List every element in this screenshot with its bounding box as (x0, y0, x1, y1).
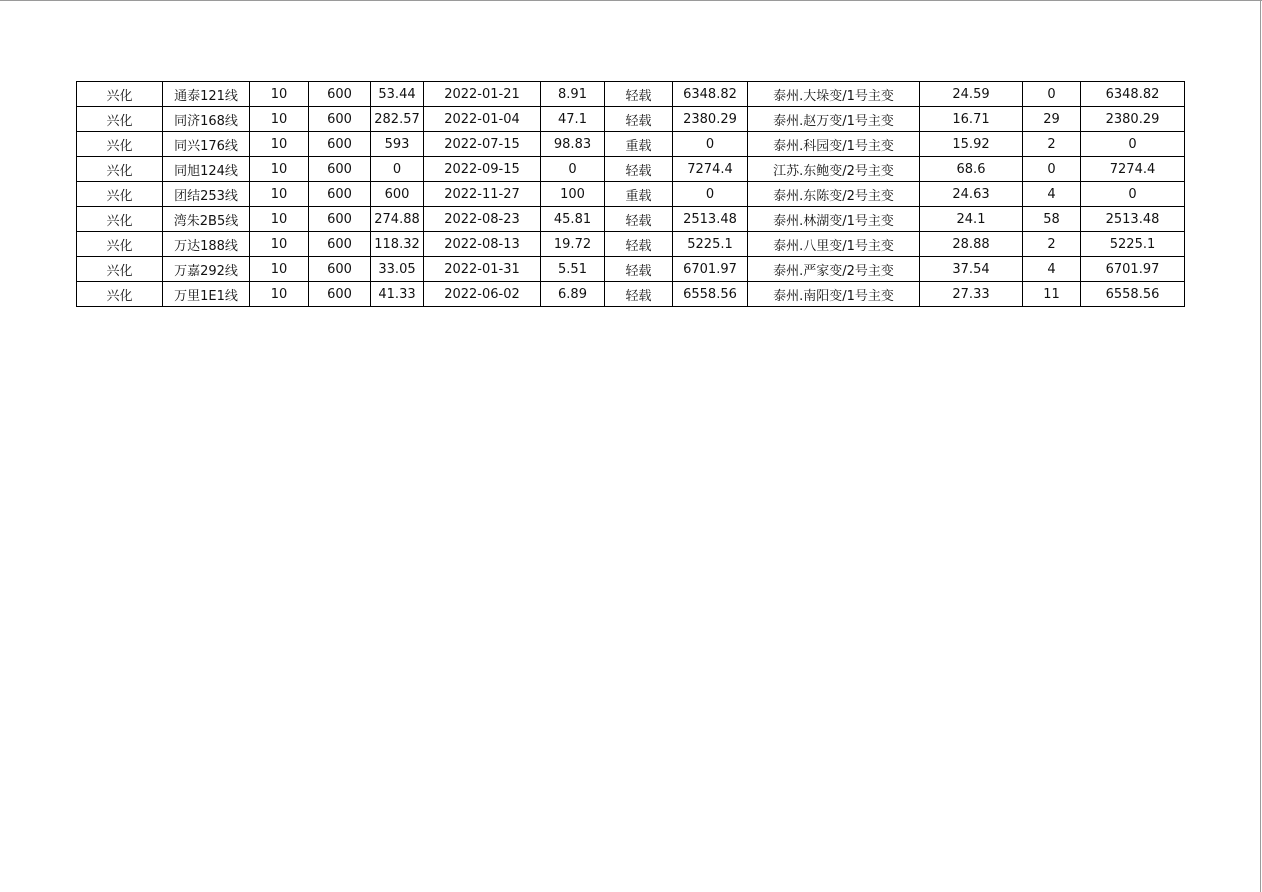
load-rate-cell: 5.51 (541, 257, 605, 282)
load-status-cell: 轻载 (605, 257, 673, 282)
date-cell: 2022-01-31 (424, 257, 541, 282)
voltage-cell: 10 (250, 157, 309, 182)
load-cell: 274.88 (371, 207, 424, 232)
voltage-cell: 10 (250, 107, 309, 132)
available-capacity-cell: 5225.1 (1081, 232, 1185, 257)
load-status-cell: 轻载 (605, 157, 673, 182)
transformer-cell: 泰州.大垛变/1号主变 (748, 82, 920, 107)
region-cell: 兴化 (77, 157, 163, 182)
margin-cell: 7274.4 (673, 157, 748, 182)
table-row (77, 107, 1185, 132)
capacity-cell: 600 (309, 132, 371, 157)
date-cell: 2022-01-21 (424, 82, 541, 107)
table-row (77, 132, 1185, 157)
transformer-rate-cell: 24.59 (920, 82, 1023, 107)
load-status-cell: 轻载 (605, 107, 673, 132)
load-rate-cell: 19.72 (541, 232, 605, 257)
region-cell: 兴化 (77, 107, 163, 132)
table-row (77, 207, 1185, 232)
table-row (77, 232, 1185, 257)
load-cell: 282.57 (371, 107, 424, 132)
transformer-rate-cell: 16.71 (920, 107, 1023, 132)
load-status-cell: 轻载 (605, 207, 673, 232)
load-status-cell: 重载 (605, 132, 673, 157)
load-rate-cell: 47.1 (541, 107, 605, 132)
count-cell: 29 (1023, 107, 1081, 132)
margin-cell: 6348.82 (673, 82, 748, 107)
transformer-cell: 泰州.赵万变/1号主变 (748, 107, 920, 132)
date-cell: 2022-08-23 (424, 207, 541, 232)
load-cell: 600 (371, 182, 424, 207)
available-capacity-cell: 6701.97 (1081, 257, 1185, 282)
voltage-cell: 10 (250, 232, 309, 257)
available-capacity-cell: 0 (1081, 132, 1185, 157)
margin-cell: 6558.56 (673, 282, 748, 307)
load-cell: 33.05 (371, 257, 424, 282)
line-name-cell: 万达188线 (163, 232, 250, 257)
region-cell: 兴化 (77, 82, 163, 107)
line-name-cell: 通泰121线 (163, 82, 250, 107)
region-cell: 兴化 (77, 132, 163, 157)
table-row (77, 282, 1185, 307)
transformer-cell: 泰州.东陈变/2号主变 (748, 182, 920, 207)
line-name-cell: 同旭124线 (163, 157, 250, 182)
transformer-cell: 泰州.林湖变/1号主变 (748, 207, 920, 232)
voltage-cell: 10 (250, 82, 309, 107)
available-capacity-cell: 2380.29 (1081, 107, 1185, 132)
capacity-cell: 600 (309, 82, 371, 107)
load-status-cell: 轻载 (605, 82, 673, 107)
voltage-cell: 10 (250, 257, 309, 282)
count-cell: 11 (1023, 282, 1081, 307)
date-cell: 2022-06-02 (424, 282, 541, 307)
load-cell: 118.32 (371, 232, 424, 257)
region-cell: 兴化 (77, 207, 163, 232)
transformer-rate-cell: 15.92 (920, 132, 1023, 157)
voltage-cell: 10 (250, 282, 309, 307)
region-cell: 兴化 (77, 182, 163, 207)
margin-cell: 5225.1 (673, 232, 748, 257)
page-right-border (1260, 0, 1261, 892)
voltage-cell: 10 (250, 207, 309, 232)
date-cell: 2022-09-15 (424, 157, 541, 182)
transformer-cell: 泰州.严家变/2号主变 (748, 257, 920, 282)
available-capacity-cell: 6348.82 (1081, 82, 1185, 107)
available-capacity-cell: 7274.4 (1081, 157, 1185, 182)
transformer-cell: 泰州.南阳变/1号主变 (748, 282, 920, 307)
load-cell: 53.44 (371, 82, 424, 107)
count-cell: 4 (1023, 257, 1081, 282)
margin-cell: 2380.29 (673, 107, 748, 132)
date-cell: 2022-01-04 (424, 107, 541, 132)
load-status-cell: 轻载 (605, 282, 673, 307)
feeder-load-table (76, 81, 1185, 307)
count-cell: 58 (1023, 207, 1081, 232)
transformer-rate-cell: 68.6 (920, 157, 1023, 182)
line-name-cell: 万嘉292线 (163, 257, 250, 282)
line-name-cell: 同兴176线 (163, 132, 250, 157)
load-status-cell: 轻载 (605, 232, 673, 257)
transformer-rate-cell: 37.54 (920, 257, 1023, 282)
date-cell: 2022-08-13 (424, 232, 541, 257)
capacity-cell: 600 (309, 207, 371, 232)
capacity-cell: 600 (309, 182, 371, 207)
count-cell: 4 (1023, 182, 1081, 207)
load-rate-cell: 45.81 (541, 207, 605, 232)
capacity-cell: 600 (309, 107, 371, 132)
page-top-border (0, 0, 1262, 1)
transformer-rate-cell: 28.88 (920, 232, 1023, 257)
available-capacity-cell: 0 (1081, 182, 1185, 207)
load-rate-cell: 6.89 (541, 282, 605, 307)
count-cell: 0 (1023, 157, 1081, 182)
capacity-cell: 600 (309, 282, 371, 307)
capacity-cell: 600 (309, 232, 371, 257)
load-status-cell: 重载 (605, 182, 673, 207)
available-capacity-cell: 2513.48 (1081, 207, 1185, 232)
available-capacity-cell: 6558.56 (1081, 282, 1185, 307)
voltage-cell: 10 (250, 182, 309, 207)
margin-cell: 2513.48 (673, 207, 748, 232)
transformer-cell: 泰州.八里变/1号主变 (748, 232, 920, 257)
load-cell: 0 (371, 157, 424, 182)
margin-cell: 6701.97 (673, 257, 748, 282)
margin-cell: 0 (673, 132, 748, 157)
count-cell: 2 (1023, 132, 1081, 157)
line-name-cell: 湾朱2B5线 (163, 207, 250, 232)
transformer-rate-cell: 24.63 (920, 182, 1023, 207)
table-row (77, 157, 1185, 182)
table-body (77, 82, 1185, 307)
table-row (77, 82, 1185, 107)
transformer-cell: 泰州.科园变/1号主变 (748, 132, 920, 157)
load-cell: 593 (371, 132, 424, 157)
count-cell: 0 (1023, 82, 1081, 107)
load-rate-cell: 8.91 (541, 82, 605, 107)
table-row (77, 257, 1185, 282)
line-name-cell: 团结253线 (163, 182, 250, 207)
count-cell: 2 (1023, 232, 1081, 257)
line-name-cell: 万里1E1线 (163, 282, 250, 307)
capacity-cell: 600 (309, 257, 371, 282)
date-cell: 2022-07-15 (424, 132, 541, 157)
transformer-cell: 江苏.东鲍变/2号主变 (748, 157, 920, 182)
line-name-cell: 同济168线 (163, 107, 250, 132)
capacity-cell: 600 (309, 157, 371, 182)
region-cell: 兴化 (77, 232, 163, 257)
margin-cell: 0 (673, 182, 748, 207)
load-rate-cell: 0 (541, 157, 605, 182)
region-cell: 兴化 (77, 257, 163, 282)
load-cell: 41.33 (371, 282, 424, 307)
load-rate-cell: 100 (541, 182, 605, 207)
transformer-rate-cell: 27.33 (920, 282, 1023, 307)
voltage-cell: 10 (250, 132, 309, 157)
load-rate-cell: 98.83 (541, 132, 605, 157)
transformer-rate-cell: 24.1 (920, 207, 1023, 232)
date-cell: 2022-11-27 (424, 182, 541, 207)
region-cell: 兴化 (77, 282, 163, 307)
table-row (77, 182, 1185, 207)
